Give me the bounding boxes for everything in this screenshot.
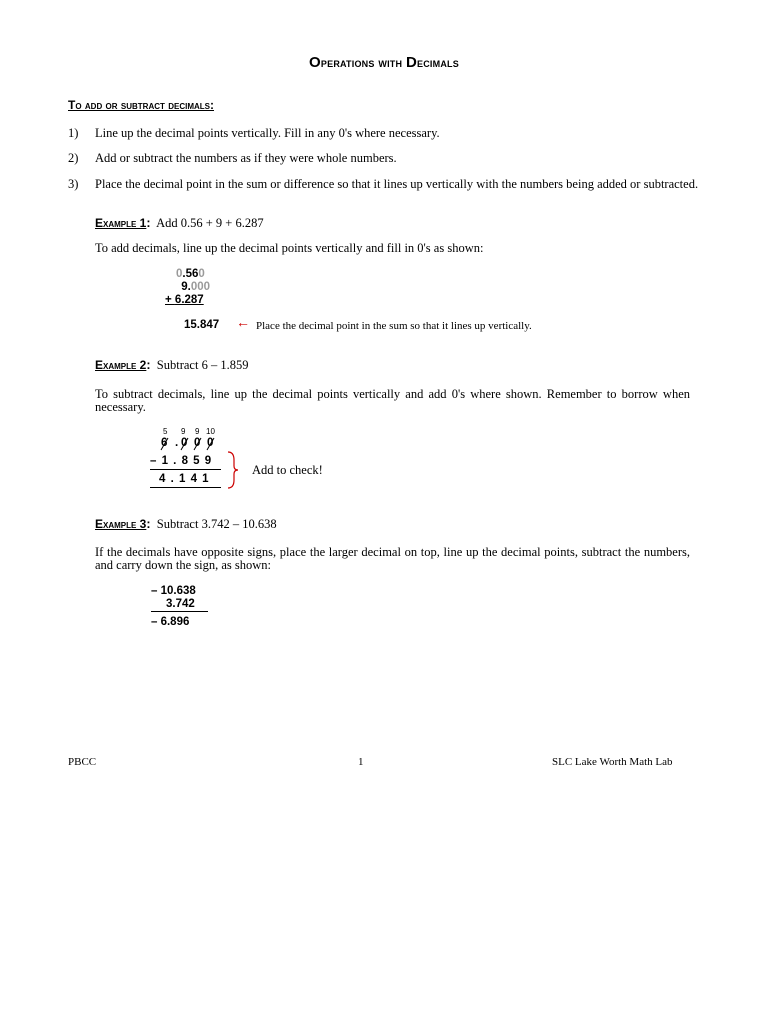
- example-2-rule: [150, 469, 221, 470]
- example-1-row-1: 0.560: [176, 268, 205, 280]
- example-1-result: 15.847: [184, 319, 220, 331]
- top-digit-struck: 0: [207, 437, 214, 449]
- example-2-instruction: To subtract decimals, line up the decimal points vertically and add 0's where shown. Remember to borrow when necessary.: [95, 387, 690, 414]
- page-number: 1: [358, 756, 364, 768]
- example-1-row-2: 9.000: [181, 281, 210, 293]
- top-digit-struck: 6: [161, 437, 168, 449]
- section-heading: To add or subtract decimals:: [68, 98, 214, 112]
- step-3: 3) Place the decimal point in the sum or difference so that it lines up vertically with the numbers being added or subtracted.: [68, 177, 699, 191]
- footer-right: SLC Lake Worth Math Lab: [552, 756, 673, 768]
- left-arrow-icon: ←: [236, 316, 250, 331]
- strike-marks: [158, 436, 220, 452]
- example-3-result: – 6.896: [151, 616, 190, 628]
- example-3-instruction: If the decimals have opposite signs, place the larger decimal on top, line up the decimal points, subtract the numbers, and carry down the sign, as shown:: [95, 545, 690, 572]
- example-3-heading: Example 3: Subtract 3.742 – 10.638: [95, 517, 277, 531]
- example-2-heading: Example 2: Subtract 6 – 1.859: [95, 358, 249, 372]
- example-1-row-3: + 6.287: [165, 294, 204, 306]
- footer-left: PBCC: [68, 756, 97, 768]
- example-3-row-2: 3.742: [166, 598, 195, 610]
- page-title: Operations with Decimals: [309, 54, 459, 71]
- top-digit-struck: 0: [194, 437, 201, 449]
- top-digit-struck: 0: [181, 437, 188, 449]
- example-1-instruction: To add decimals, line up the decimal points vertically and fill in 0's as shown:: [95, 241, 484, 255]
- top-decimal-point: .: [175, 437, 179, 449]
- example-1-heading: Example 1: Add 0.56 + 9 + 6.287: [95, 216, 264, 230]
- example-2-result: 4 . 1 4 1: [159, 473, 210, 485]
- carry-digit: 5: [163, 427, 168, 436]
- example-3-row-1: – 10.638: [151, 585, 196, 597]
- example-2-subtrahend: – 1 . 8 5 9: [150, 455, 213, 467]
- example-2-check-note: Add to check!: [252, 463, 323, 477]
- carry-digit: 9: [195, 427, 200, 436]
- example-1-note: Place the decimal point in the sum so that it lines up vertically.: [256, 320, 532, 332]
- carry-digit: 9: [181, 427, 186, 436]
- example-2-bottom-rule: [150, 487, 221, 488]
- carry-digit: 10: [206, 427, 215, 436]
- brace-icon: [226, 450, 240, 490]
- example-3-rule: [151, 611, 208, 612]
